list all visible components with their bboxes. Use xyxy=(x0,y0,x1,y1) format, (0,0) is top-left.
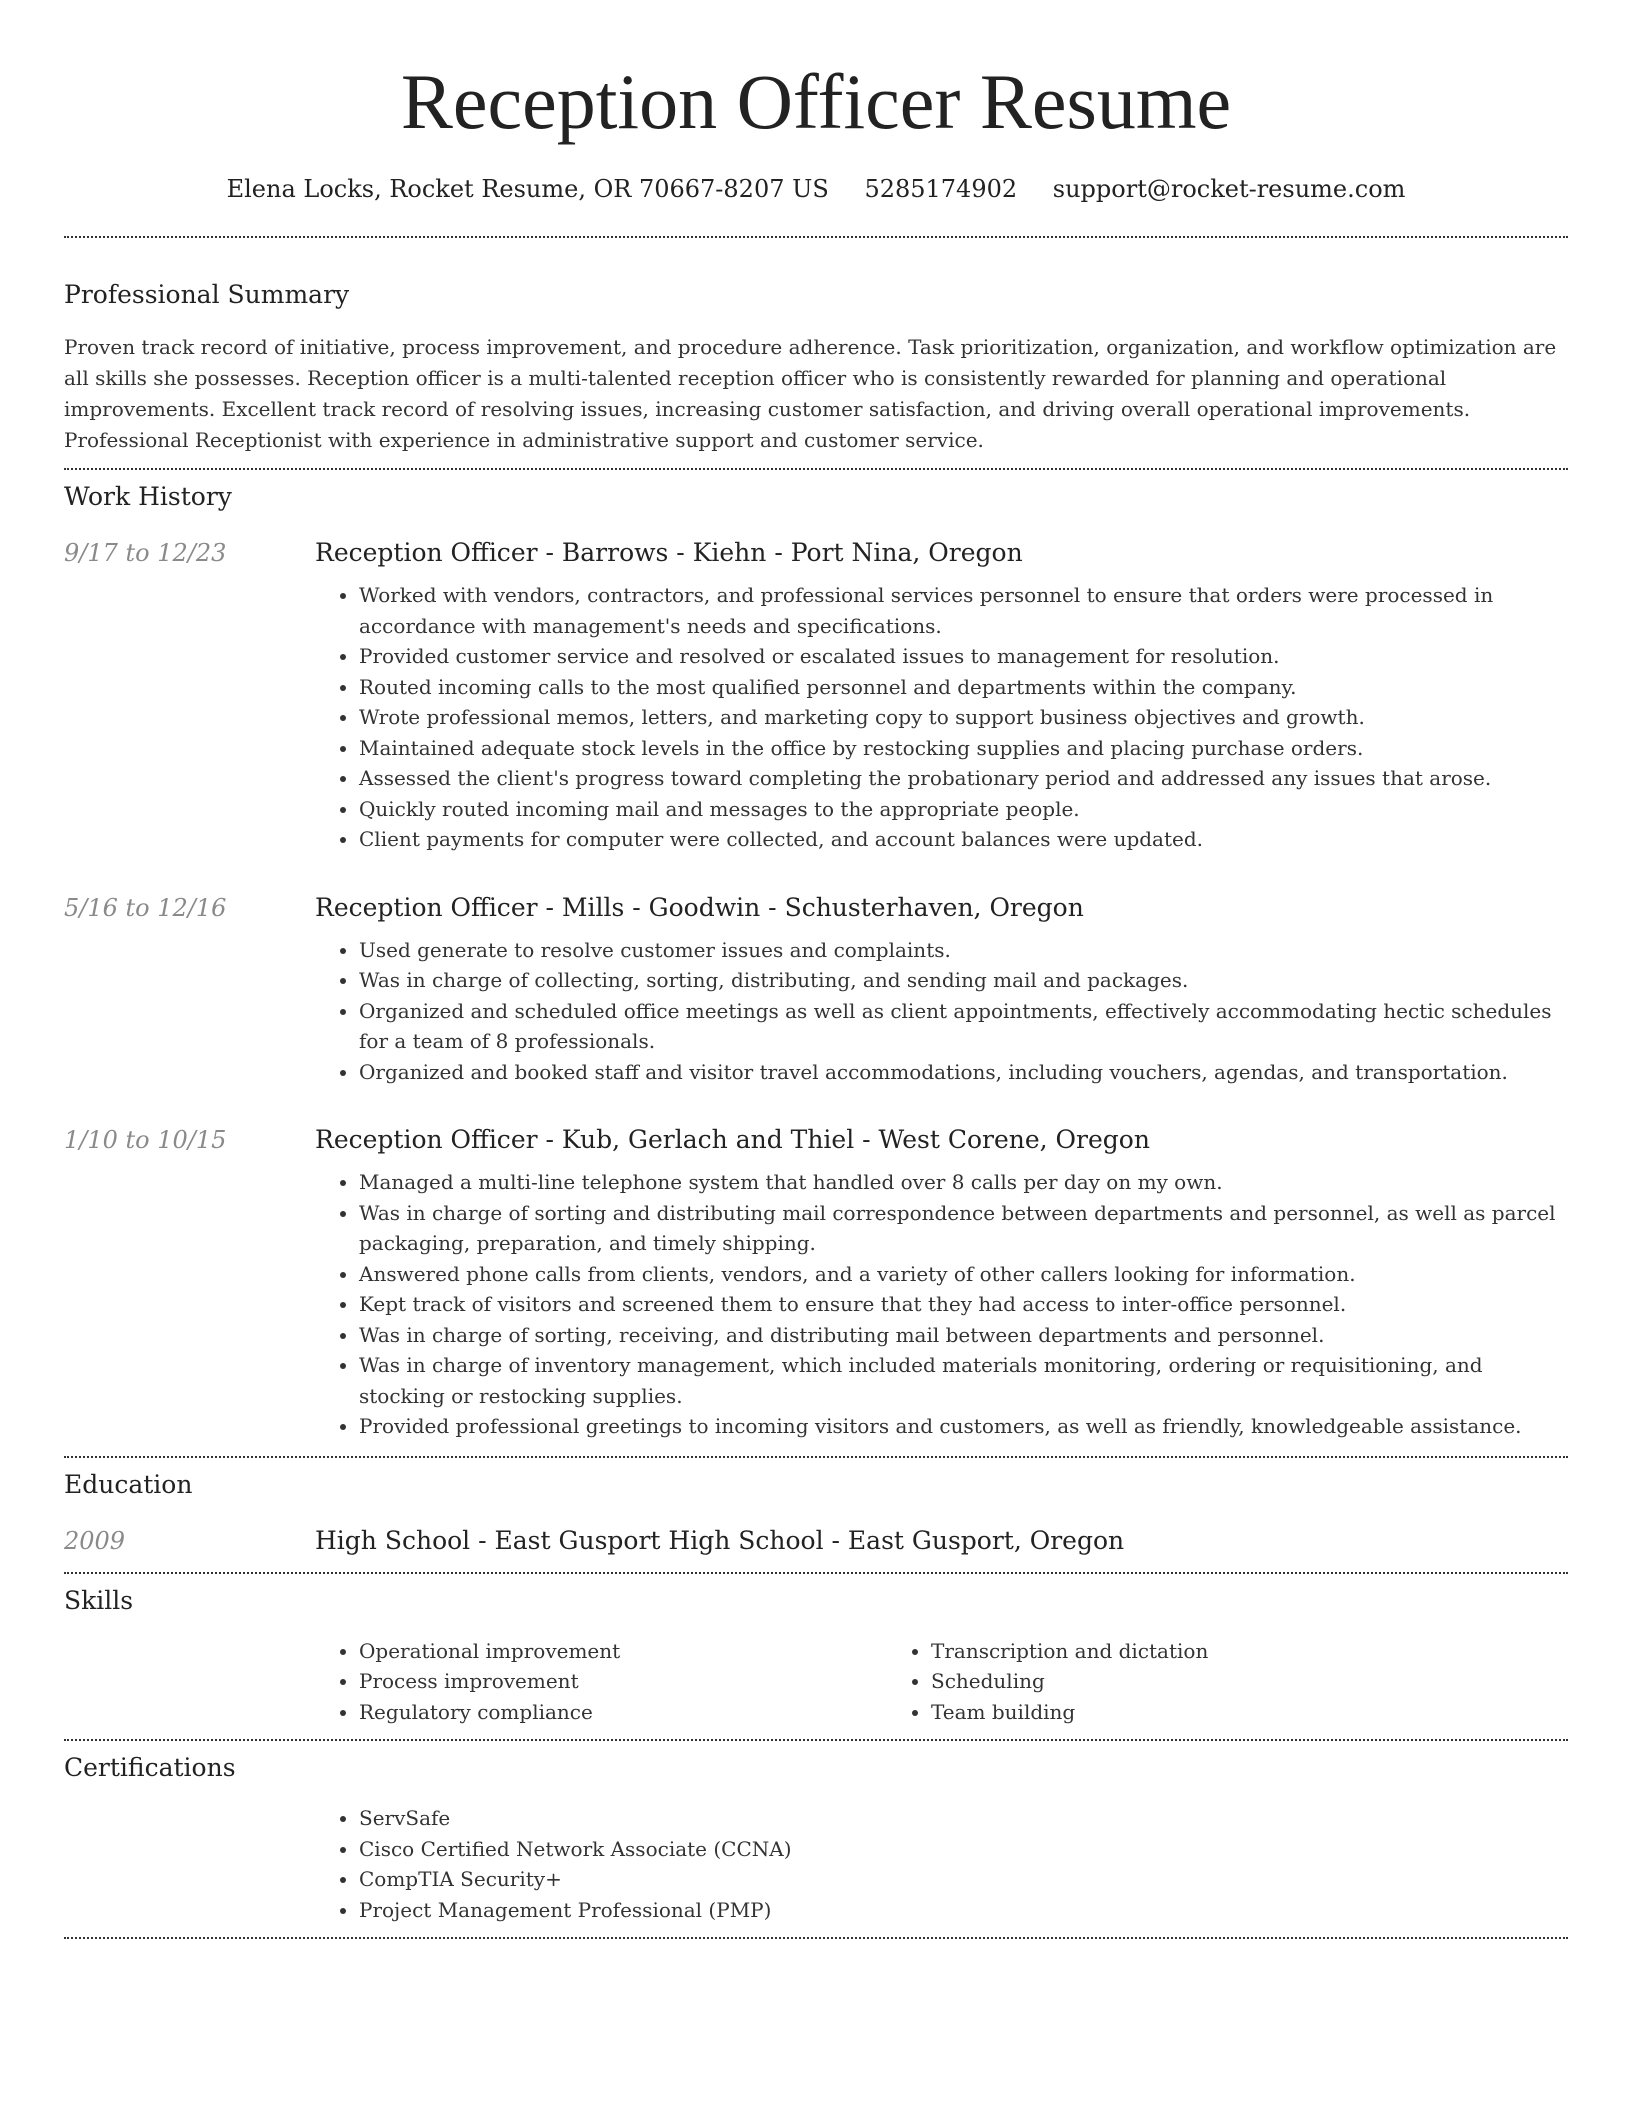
skills-column-right xyxy=(887,1636,1459,1728)
job-bullets xyxy=(315,1167,1568,1442)
skills-section xyxy=(64,1574,1568,1728)
list-item: • Managed a multi-line telephone system that handled over 8 calls per day on my own. xyxy=(359,1167,1568,1198)
contact-line xyxy=(64,172,1568,206)
education-heading: Education xyxy=(64,1469,193,1499)
list-item: • Scheduling xyxy=(931,1666,1459,1697)
list-item: • ServSafe xyxy=(359,1803,1568,1834)
certifications-heading: Certifications xyxy=(64,1753,236,1782)
list-item: • Kept track of visitors and screened them to ensure that they had access to inter-office personnel. xyxy=(359,1289,1568,1320)
list-item: • Provided customer service and resolved or escalated issues to management for resolution. xyxy=(359,641,1568,672)
list-item: • Assessed the client's progress toward completing the probationary period and addressed any issues that arose. xyxy=(359,763,1568,794)
list-item: • Project Management Professional (PMP) xyxy=(359,1895,1568,1926)
list-item: • Cisco Certified Network Associate (CCNA) xyxy=(359,1834,1568,1865)
list-item: • Was in charge of sorting and distributing mail correspondence between departments and personnel, as well as parcel packaging, preparation, and timely shipping. xyxy=(359,1198,1568,1259)
certifications-section xyxy=(64,1741,1568,1925)
skills-grid xyxy=(315,1636,1568,1728)
list-item: • CompTIA Security+ xyxy=(359,1864,1568,1895)
job-entry xyxy=(64,891,1568,1088)
list-item: • Organized and scheduled office meetings as well as client appointments, effectively accommodating hectic schedules for a team of 8 professionals. xyxy=(359,996,1568,1057)
summary-heading: Professional Summary xyxy=(64,280,350,309)
list-item: • Was in charge of collecting, sorting, distributing, and sending mail and packages. xyxy=(359,965,1568,996)
contact-email: support@rocket-resume.com xyxy=(1052,175,1406,203)
job-date: 9/17 to 12/23 xyxy=(64,539,227,567)
job-title: Reception Officer - Kub, Gerlach and Thiel - West Corene, Oregon xyxy=(315,1125,1150,1154)
summary-text: Proven track record of initiative, process improvement, and procedure adherence. Task prioritization, organization, and workflow optimization are all skills she possesses. Reception officer is a multi-talented reception officer who is consistently rewarded for planning and operational improvements. Excellent track record of resolving issues, increasing customer satisfaction, and driving overall operational improvements. Professional Receptionist with experience in administrative support and customer service. xyxy=(64,335,1557,452)
list-item: • Operational improvement xyxy=(359,1636,887,1667)
list-item: • Routed incoming calls to the most qualified personnel and departments within the company. xyxy=(359,672,1568,703)
contact-phone: 5285174902 xyxy=(864,175,1018,203)
job-entry xyxy=(64,1123,1568,1442)
job-date: 1/10 to 10/15 xyxy=(64,1126,227,1154)
list-item: • Team building xyxy=(931,1697,1459,1728)
list-item: • Wrote professional memos, letters, and marketing copy to support business objectives and growth. xyxy=(359,702,1568,733)
list-item: • Regulatory compliance xyxy=(359,1697,887,1728)
list-item: • Maintained adequate stock levels in the office by restocking supplies and placing purchase orders. xyxy=(359,733,1568,764)
list-item: • Provided professional greetings to incoming visitors and customers, as well as friendly, knowledgeable assistance. xyxy=(359,1411,1568,1442)
job-date: 5/16 to 12/16 xyxy=(64,893,227,922)
contact-address: Elena Locks, Rocket Resume, OR 70667-8207 US xyxy=(226,175,829,203)
education-date: 2009 xyxy=(64,1526,126,1555)
list-item: • Used generate to resolve customer issues and complaints. xyxy=(359,935,1568,966)
job-bullets xyxy=(315,580,1568,855)
list-item: • Organized and booked staff and visitor travel accommodations, including vouchers, agendas, and transportation. xyxy=(359,1057,1568,1088)
list-item: • Worked with vendors, contractors, and professional services personnel to ensure that orders were processed in accordance with management's needs and specifications. xyxy=(359,580,1568,641)
list-item: • Answered phone calls from clients, vendors, and a variety of other callers looking for information. xyxy=(359,1259,1568,1290)
list-item: • Client payments for computer were collected, and account balances were updated. xyxy=(359,824,1568,855)
certifications-list xyxy=(315,1803,1568,1925)
list-item: • Process improvement xyxy=(359,1666,887,1697)
page-title: Reception Officer Resume xyxy=(400,58,1232,145)
summary-section xyxy=(64,238,1568,456)
list-item: • Was in charge of sorting, receiving, and distributing mail between departments and personnel. xyxy=(359,1320,1568,1351)
work-history-heading: Work History xyxy=(64,482,232,511)
list-item: • Transcription and dictation xyxy=(931,1636,1459,1667)
education-title: High School - East Gusport High School - East Gusport, Oregon xyxy=(315,1525,1125,1555)
job-entry xyxy=(64,536,1568,855)
list-item: • Quickly routed incoming mail and messages to the appropriate people. xyxy=(359,794,1568,825)
skills-column-left xyxy=(315,1636,887,1728)
list-item: • Was in charge of inventory management, which included materials monitoring, ordering or requisitioning, and stocking or restocking supplies. xyxy=(359,1350,1568,1411)
education-entry xyxy=(64,1524,1568,1558)
skills-heading: Skills xyxy=(64,1585,134,1615)
job-title: Reception Officer - Mills - Goodwin - Schusterhaven, Oregon xyxy=(315,892,1084,922)
job-bullets xyxy=(315,935,1568,1088)
section-divider xyxy=(64,1937,1568,1939)
education-section xyxy=(64,1458,1568,1558)
work-history-section xyxy=(64,470,1568,1442)
job-title: Reception Officer - Barrows - Kiehn - Port Nina, Oregon xyxy=(315,538,1023,567)
